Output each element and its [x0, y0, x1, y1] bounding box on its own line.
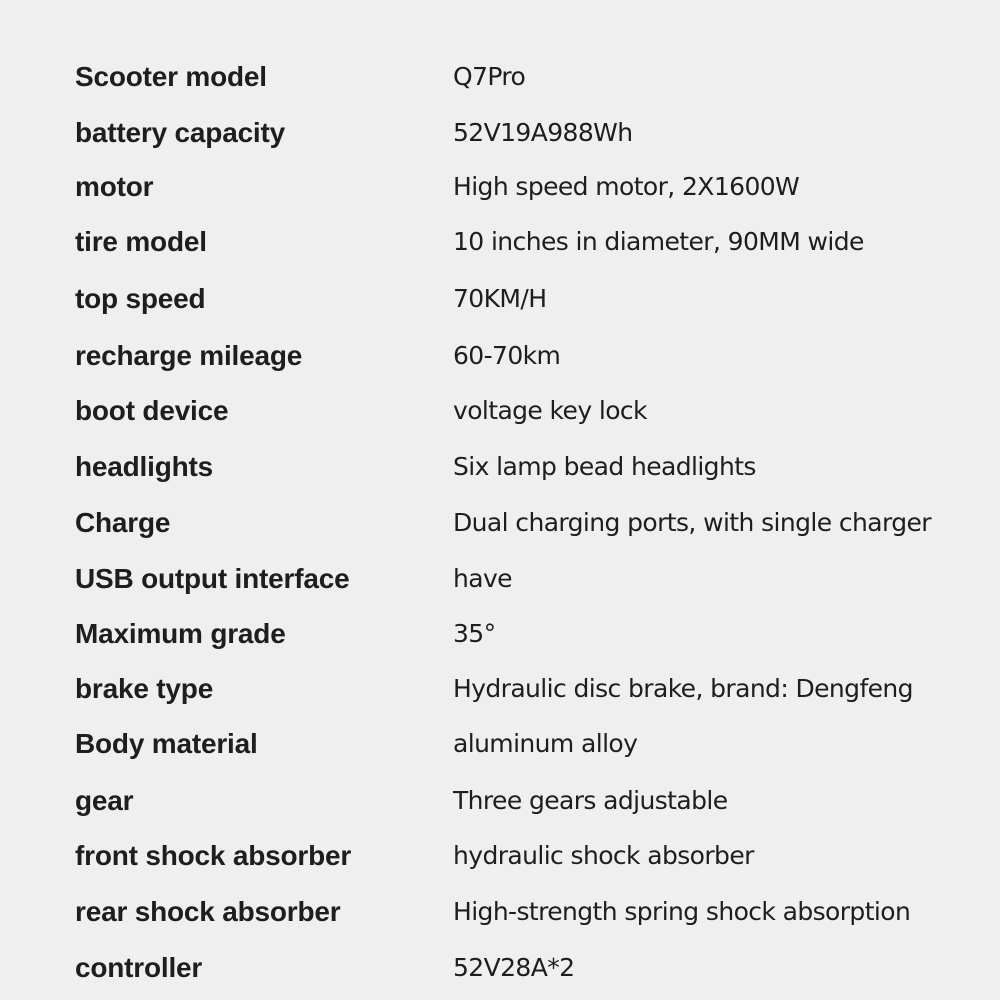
- spec-value: have: [453, 564, 512, 593]
- spec-row-charge: [0, 503, 1000, 543]
- spec-row-gear: [0, 781, 1000, 821]
- spec-label: Maximum grade: [75, 618, 286, 649]
- spec-row-top-speed: [0, 279, 1000, 319]
- spec-value: High speed motor, 2X1600W: [453, 172, 800, 201]
- spec-label: boot device: [75, 395, 229, 426]
- spec-label: USB output interface: [75, 563, 350, 594]
- spec-row-headlights: [0, 447, 1000, 487]
- spec-row-battery-capacity: [0, 113, 1000, 153]
- spec-value: 60-70km: [453, 341, 561, 370]
- spec-row-front-shock-absorber: [0, 836, 1000, 876]
- spec-value: Hydraulic disc brake, brand: Dengfeng: [453, 674, 913, 703]
- spec-row-scooter-model: [0, 57, 1000, 97]
- spec-row-rear-shock-absorber: [0, 892, 1000, 932]
- spec-value: 70KM/H: [453, 284, 547, 313]
- spec-value: 52V28A*2: [453, 953, 575, 982]
- spec-value: 52V19A988Wh: [453, 118, 633, 147]
- spec-value: Dual charging ports, with single charger: [453, 508, 931, 537]
- spec-label: headlights: [75, 451, 214, 482]
- spec-value: hydraulic shock absorber: [453, 841, 754, 870]
- spec-label: Charge: [75, 507, 171, 538]
- spec-label: rear shock absorber: [75, 896, 341, 927]
- spec-row-controller: [0, 948, 1000, 988]
- spec-value: aluminum alloy: [453, 729, 638, 758]
- spec-label: battery capacity: [75, 117, 286, 148]
- spec-label: front shock absorber: [75, 840, 352, 871]
- spec-value: voltage key lock: [453, 396, 647, 425]
- spec-label: Body material: [75, 728, 258, 759]
- spec-row-maximum-grade: [0, 614, 1000, 654]
- spec-value: High-strength spring shock absorption: [453, 897, 911, 926]
- spec-label: tire model: [75, 226, 207, 257]
- spec-label: gear: [75, 785, 134, 816]
- spec-label: recharge mileage: [75, 340, 303, 371]
- spec-value: Six lamp bead headlights: [453, 452, 756, 481]
- spec-row-usb-output-interface: [0, 559, 1000, 599]
- spec-label: motor: [75, 171, 154, 202]
- spec-row-tire-model: [0, 222, 1000, 262]
- spec-label: Scooter model: [75, 61, 267, 92]
- spec-row-body-material: [0, 724, 1000, 764]
- spec-value: Three gears adjustable: [453, 786, 728, 815]
- spec-row-motor: [0, 167, 1000, 207]
- spec-row-recharge-mileage: [0, 336, 1000, 376]
- spec-value: 10 inches in diameter, 90MM wide: [453, 227, 864, 256]
- spec-value: Q7Pro: [453, 62, 526, 91]
- spec-label: controller: [75, 952, 203, 983]
- spec-label: top speed: [75, 283, 206, 314]
- spec-label: brake type: [75, 673, 214, 704]
- spec-row-boot-device: [0, 391, 1000, 431]
- spec-value: 35°: [453, 619, 496, 648]
- spec-row-brake-type: [0, 669, 1000, 709]
